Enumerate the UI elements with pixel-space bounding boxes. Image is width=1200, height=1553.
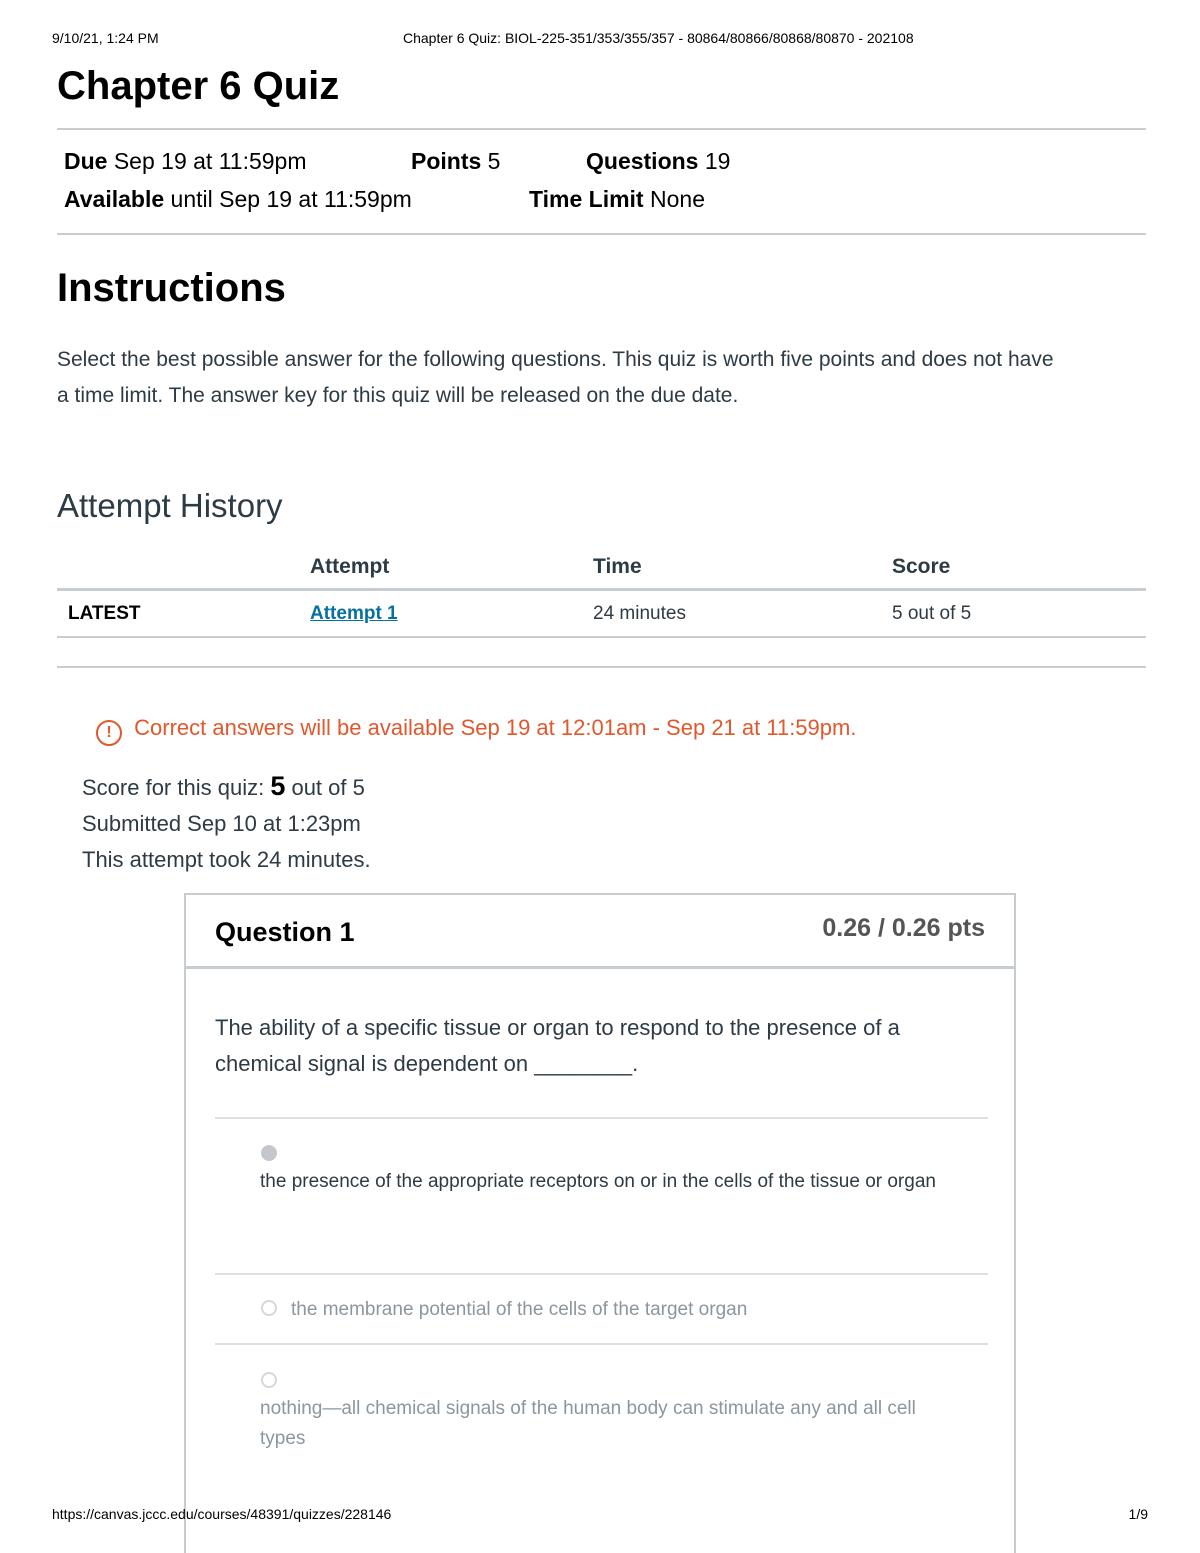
answer-divider xyxy=(215,1273,988,1275)
divider xyxy=(57,128,1146,130)
attempt-link[interactable]: Attempt 1 xyxy=(310,602,398,624)
score-prefix: Score for this quiz: xyxy=(82,775,271,800)
score-line xyxy=(82,768,371,806)
quiz-details-row-1 xyxy=(64,148,307,175)
answer-option-1[interactable]: the presence of the appropriate receptors on or in the cells of the tissue or organ xyxy=(260,1171,936,1192)
radio-selected-icon[interactable] xyxy=(261,1145,277,1161)
question-points: 0.26 / 0.26 pts xyxy=(822,914,985,942)
points-value: 5 xyxy=(487,148,501,174)
column-header-attempt: Attempt xyxy=(310,555,390,578)
answer-divider xyxy=(215,1117,988,1119)
print-page-number: 1/9 xyxy=(1128,1506,1148,1522)
radio-empty-icon[interactable] xyxy=(261,1300,277,1316)
instructions-text: Select the best possible answer for the following questions. This quiz is worth five points and does not have a time limit. The answer key for this quiz will be released on the due date. xyxy=(57,348,1054,407)
correct-answers-notice xyxy=(96,715,856,746)
available-label: Available xyxy=(64,186,165,212)
print-header xyxy=(52,30,1148,50)
answer-option-3[interactable]: nothing—all chemical signals of the human body can stimulate any and all cell types xyxy=(260,1398,916,1449)
print-doc-title: Chapter 6 Quiz: BIOL-225-351/353/355/357 - 80864/80866/80868/80870 - 202108 xyxy=(403,30,914,46)
print-datetime: 9/10/21, 1:24 PM xyxy=(52,30,159,46)
due-value: Sep 19 at 11:59pm xyxy=(113,148,307,174)
question-title: Question 1 xyxy=(215,917,355,947)
score-suffix: out of 5 xyxy=(285,775,365,800)
duration-line: This attempt took 24 minutes. xyxy=(82,847,371,872)
quiz-time-limit xyxy=(529,186,705,213)
questions-value: 19 xyxy=(704,148,731,174)
column-header-time: Time xyxy=(593,555,642,578)
attempt-history-table xyxy=(57,550,1146,638)
due-label: Due xyxy=(64,148,108,174)
latest-label: LATEST xyxy=(68,602,141,624)
score-value: 5 xyxy=(270,771,286,801)
time-limit-label: Time Limit xyxy=(529,186,644,212)
quiz-questions xyxy=(586,148,730,175)
column-header-score: Score xyxy=(892,555,951,578)
question-card xyxy=(184,893,1016,1553)
page-title: Chapter 6 Quiz xyxy=(57,64,340,108)
quiz-points xyxy=(411,148,500,175)
question-text: The ability of a specific tissue or organ to respond to the presence of a chemical signal is dependent on ________. xyxy=(215,1015,900,1076)
time-limit-value: None xyxy=(650,186,705,212)
points-label: Points xyxy=(411,148,482,174)
score-summary xyxy=(82,768,371,878)
radio-empty-icon[interactable] xyxy=(261,1372,277,1388)
available-value: until Sep 19 at 11:59pm xyxy=(170,186,412,212)
attempt-history-heading: Attempt History xyxy=(57,487,283,524)
print-url: https://canvas.jccc.edu/courses/48391/quizzes/228146 xyxy=(52,1506,392,1522)
questions-label: Questions xyxy=(586,148,699,174)
divider xyxy=(57,666,1146,668)
answer-divider xyxy=(215,1343,988,1345)
table-row xyxy=(57,591,1146,638)
divider xyxy=(57,233,1146,235)
attempt-time: 24 minutes xyxy=(593,602,686,624)
notice-text: Correct answers will be available Sep 19 at 12:01am - Sep 21 at 11:59pm. xyxy=(134,715,857,740)
answer-option-2[interactable]: the membrane potential of the cells of the target organ xyxy=(291,1299,748,1320)
warning-circle-icon: ! xyxy=(96,720,122,746)
question-header xyxy=(186,895,1014,969)
instructions-heading: Instructions xyxy=(57,266,286,310)
print-footer xyxy=(52,1506,1148,1526)
quiz-available xyxy=(64,186,412,213)
submitted-line: Submitted Sep 10 at 1:23pm xyxy=(82,811,361,836)
table-header-row xyxy=(57,550,1146,591)
attempt-score: 5 out of 5 xyxy=(892,602,972,624)
